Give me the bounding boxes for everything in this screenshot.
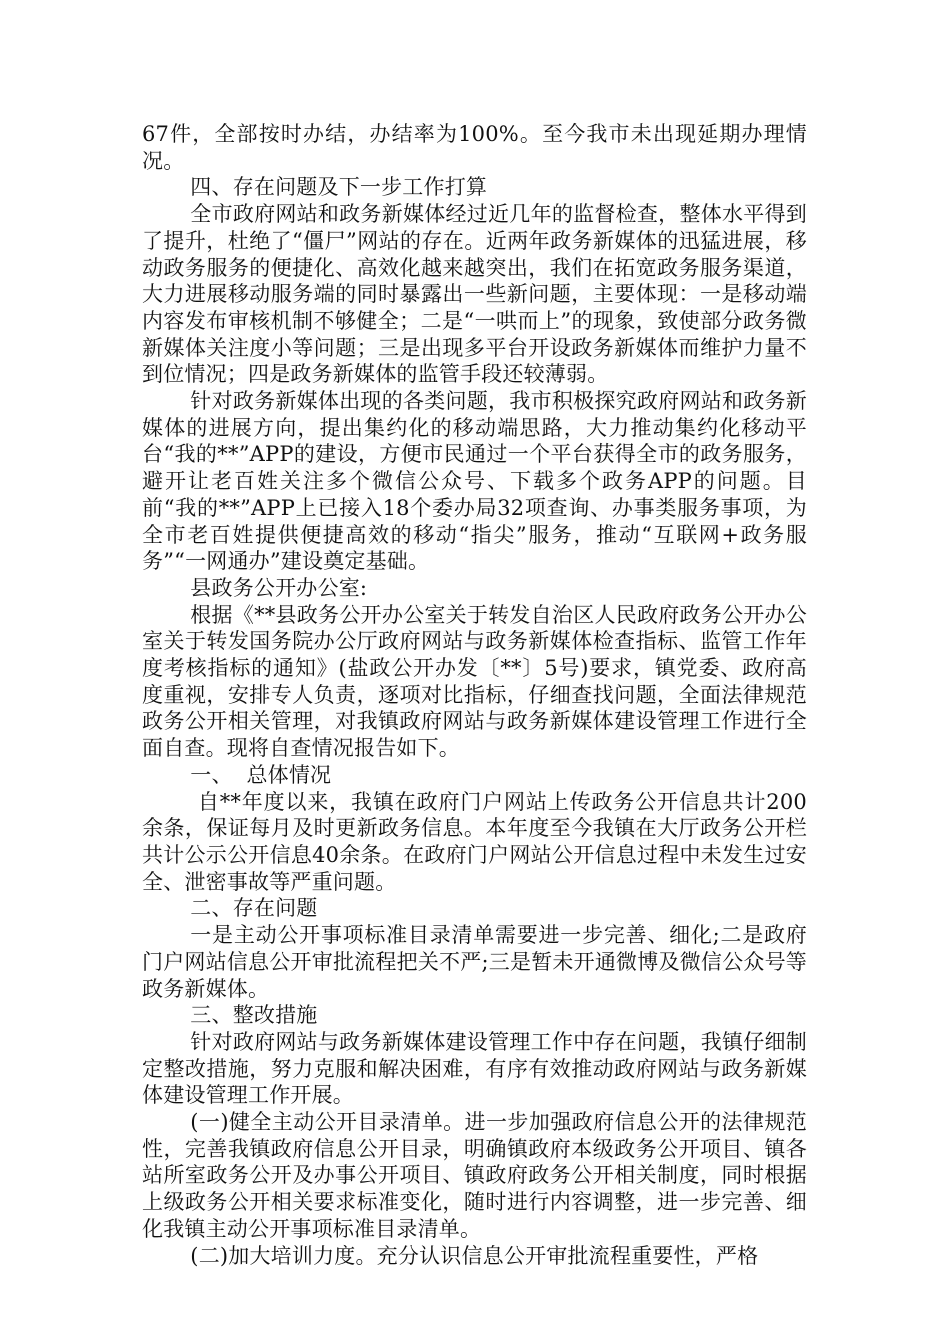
body-paragraph: (二)加大培训力度。充分认识信息公开审批流程重要性，严格 bbox=[190, 1243, 759, 1268]
section-heading-3: 三、整改措施 bbox=[190, 1003, 318, 1028]
body-paragraph: 全市政府网站和政务新媒体经过近几年的监督检查，整体水平得到了提升，杜绝了“僵尸”网站的存在。近两年政务新媒体的迅猛进展，移动政务服务的便捷化、高效化越来越突出，我们在拓宽政务服务渠道，大力进展移动服务端的同时暴露出一些新问题，主要体现：一是移动端内容发布审核机制不够健全；二是“一哄而上”的现象，致使部分政务微新媒体关注度小等问题；三是出现多平台开设政务新媒体而维护力量不到位情况；四是政务新媒体的监管手段还较薄弱。 bbox=[142, 202, 807, 387]
addressee-line: 县政务公开办公室: bbox=[190, 575, 368, 600]
body-paragraph: 根据《**县政务公开办公室关于转发自治区人民政府政务公开办公室关于转发国务院办公厅政府网站与政务新媒体检查指标、监管工作年度考核指标的通知》(盐政公开办发〔**〕5号)要求，镇党委、政府高度重视，安排专人负责，逐项对比指标，仔细查找问题，全面法律规范政务公开相关管理，对我镇政府网站与政务新媒体建设管理工作进行全面自查。现将自查情况报告如下。 bbox=[142, 602, 807, 761]
body-paragraph: 针对政务新媒体出现的各类问题，我市积极探究政府网站和政务新媒体的进展方向，提出集约化的移动端思路，大力推动集约化移动平台“我的**”APP的建设，方便市民通过一个平台获得全市的政务服务，避开让老百姓关注多个微信公众号、下载多个政务APP的问题。目前“我的**”APP上已接入18个委办局32项查询、办事类服务事项，为全市老百姓提供便捷高效的移动“指尖”服务，推动“互联网+政务服务”“一网通办”建设奠定基础。 bbox=[142, 389, 807, 574]
section-heading-4: 四、存在问题及下一步工作打算 bbox=[190, 175, 488, 200]
paragraph-continuation: 67件，全部按时办结，办结率为100%。至今我市未出现延期办理情况。 bbox=[142, 122, 807, 173]
body-paragraph: (一)健全主动公开目录清单。进一步加强政府信息公开的法律规范性，完善我镇政府信息公开目录，明确镇政府本级政务公开项目、镇各站所室政务公开及办事公开项目、镇政府政务公开相关制度，同时根据上级政务公开相关要求标准变化，随时进行内容调整，进一步完善、细化我镇主动公开事项标准目录清单。 bbox=[142, 1110, 807, 1241]
body-paragraph: 针对政府网站与政务新媒体建设管理工作中存在问题，我镇仔细制定整改措施，努力克服和解决困难，有序有效推动政府网站与政务新媒体建设管理工作开展。 bbox=[142, 1029, 807, 1108]
body-paragraph: 一是主动公开事项标准目录清单需要进一步完善、细化;二是政府门户网站信息公开审批流程把关不严;三是暂未开通微博及微信公众号等政务新媒体。 bbox=[142, 923, 807, 1001]
section-heading-1: 一、 总体情况 bbox=[190, 762, 332, 787]
document-page bbox=[142, 121, 807, 1269]
section-heading-2: 二、存在问题 bbox=[190, 896, 318, 921]
body-paragraph: 自**年度以来，我镇在政府门户网站上传政务公开信息共计200余条，保证每月及时更新政务信息。本年度至今我镇在大厅政务公开栏共计公示公开信息40余条。在政府门户网站公开信息过程中未发生过安全、泄密事故等严重问题。 bbox=[142, 789, 807, 894]
